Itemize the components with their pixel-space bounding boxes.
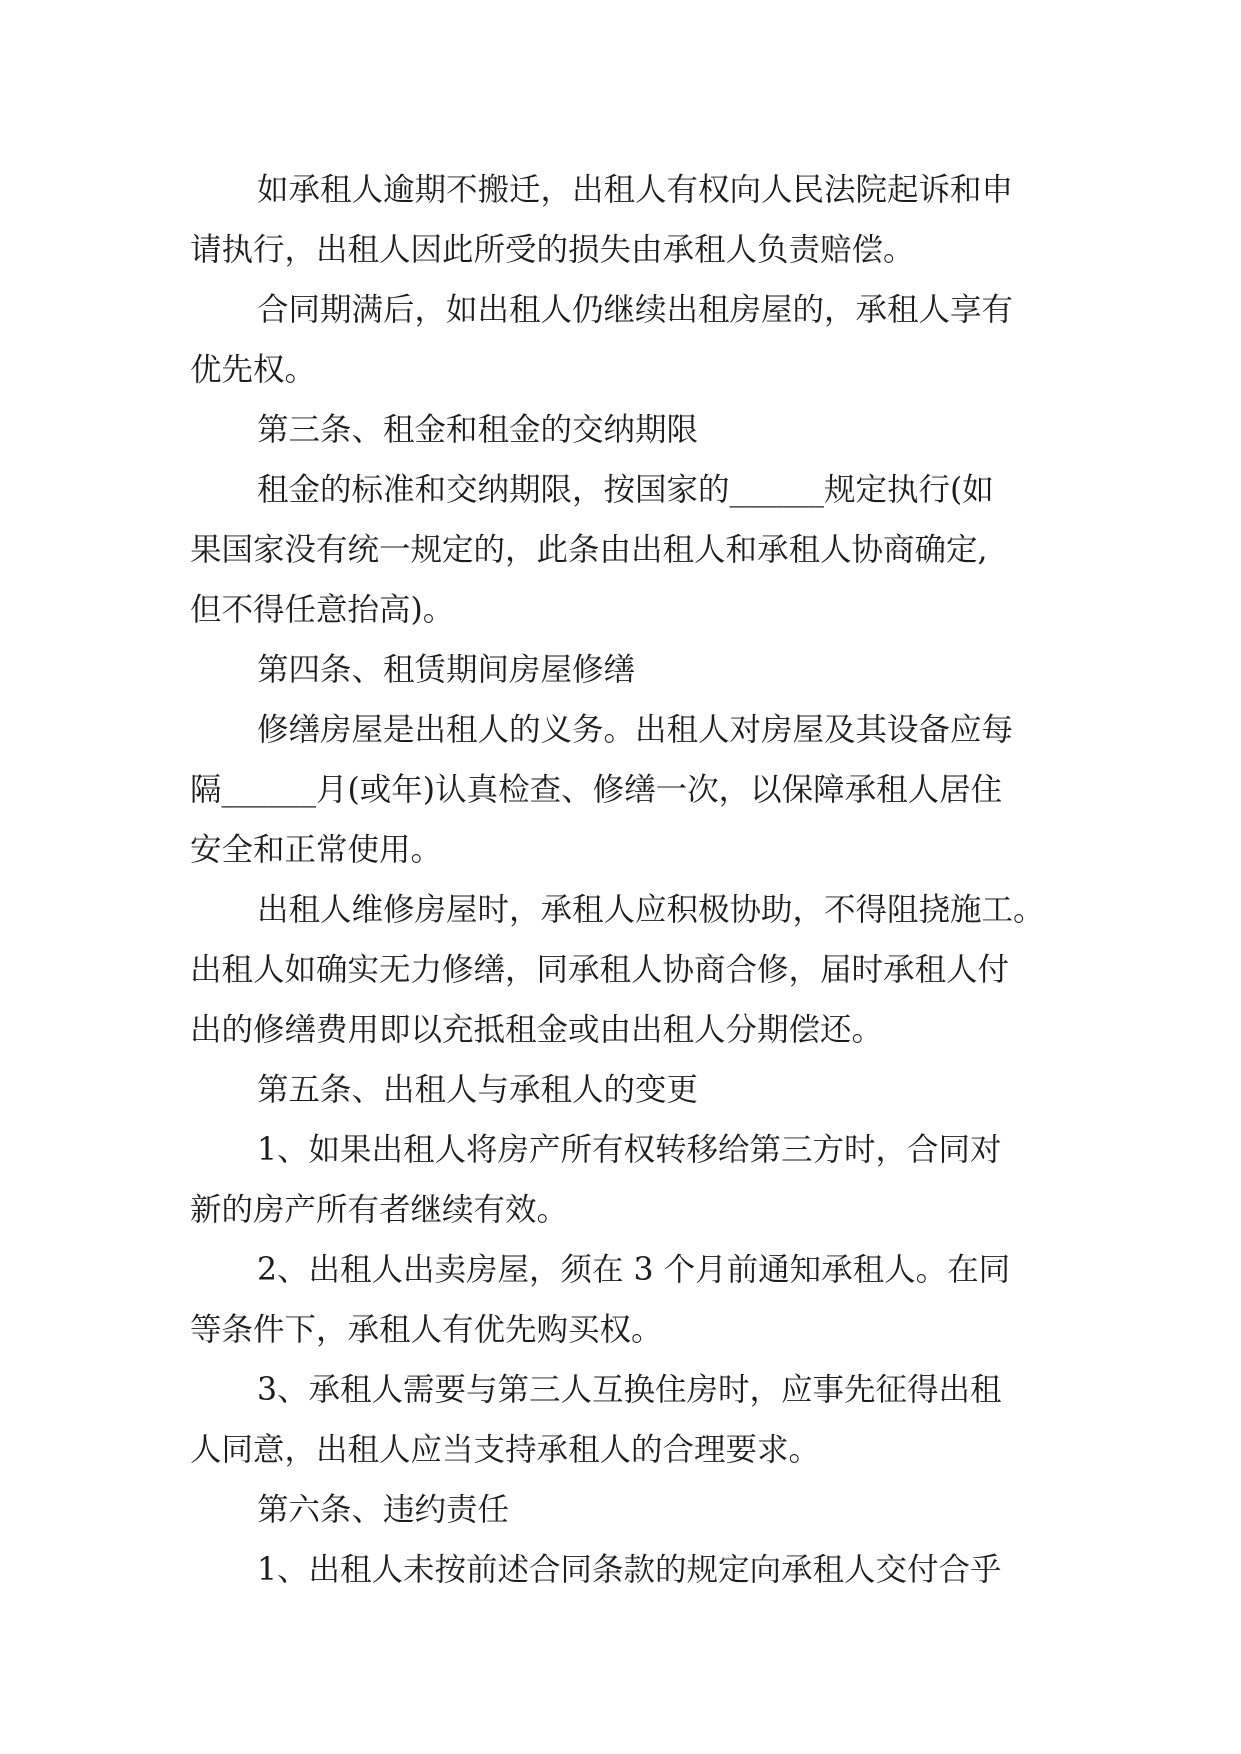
text-line: 出租人如确实无力修缮，同承租人协商合修，届时承租人付: [190, 952, 1010, 988]
text-line: 人同意，出租人应当支持承租人的合理要求。: [190, 1432, 821, 1468]
section-heading: 第五条、出租人与承租人的变更: [257, 1072, 699, 1108]
text-line: 出的修缮费用即以充抵租金或由出租人分期偿还。: [190, 1012, 884, 1048]
section-heading: 第四条、租赁期间房屋修缮: [257, 652, 636, 688]
text-line: 1、如果出租人将房产所有权转移给第三方时，合同对: [257, 1132, 1002, 1168]
text-line: 1、出租人未按前述合同条款的规定向承租人交付合乎: [257, 1552, 1002, 1588]
text-line: 优先权。: [190, 352, 317, 388]
text-line: 果国家没有统一规定的，此条由出租人和承租人协商确定,: [190, 532, 988, 568]
text-line: 安全和正常使用。: [190, 832, 443, 868]
text-line: 隔______月(或年)认真检查、修缮一次，以保障承租人居住: [190, 772, 1003, 808]
text-line: 请执行，出租人因此所受的损失由承租人负责赔偿。: [190, 232, 915, 268]
text-line: 租金的标准和交纳期限，按国家的______规定执行(如: [257, 472, 994, 508]
text-line: 修缮房屋是出租人的义务。出租人对房屋及其设备应每: [257, 712, 1014, 748]
text-line: 合同期满后，如出租人仍继续出租房屋的，承租人享有: [257, 292, 1014, 328]
text-line: 3、承租人需要与第三人互换住房时，应事先征得出租: [257, 1372, 1002, 1408]
section-heading: 第六条、违约责任: [257, 1492, 510, 1528]
text-line: 如承租人逾期不搬迁，出租人有权向人民法院起诉和申: [257, 172, 1014, 208]
text-line: 出租人维修房屋时，承租人应积极协助，不得阻挠施工。: [257, 892, 1045, 928]
text-line: 等条件下，承租人有优先购买权。: [190, 1312, 663, 1348]
section-heading: 第三条、租金和租金的交纳期限: [257, 412, 699, 448]
text-line: 新的房产所有者继续有效。: [190, 1192, 569, 1228]
text-line: 2、出租人出卖房屋，须在 3 个月前通知承租人。在同: [257, 1252, 1011, 1288]
text-line: 但不得任意抬高)。: [190, 592, 455, 628]
